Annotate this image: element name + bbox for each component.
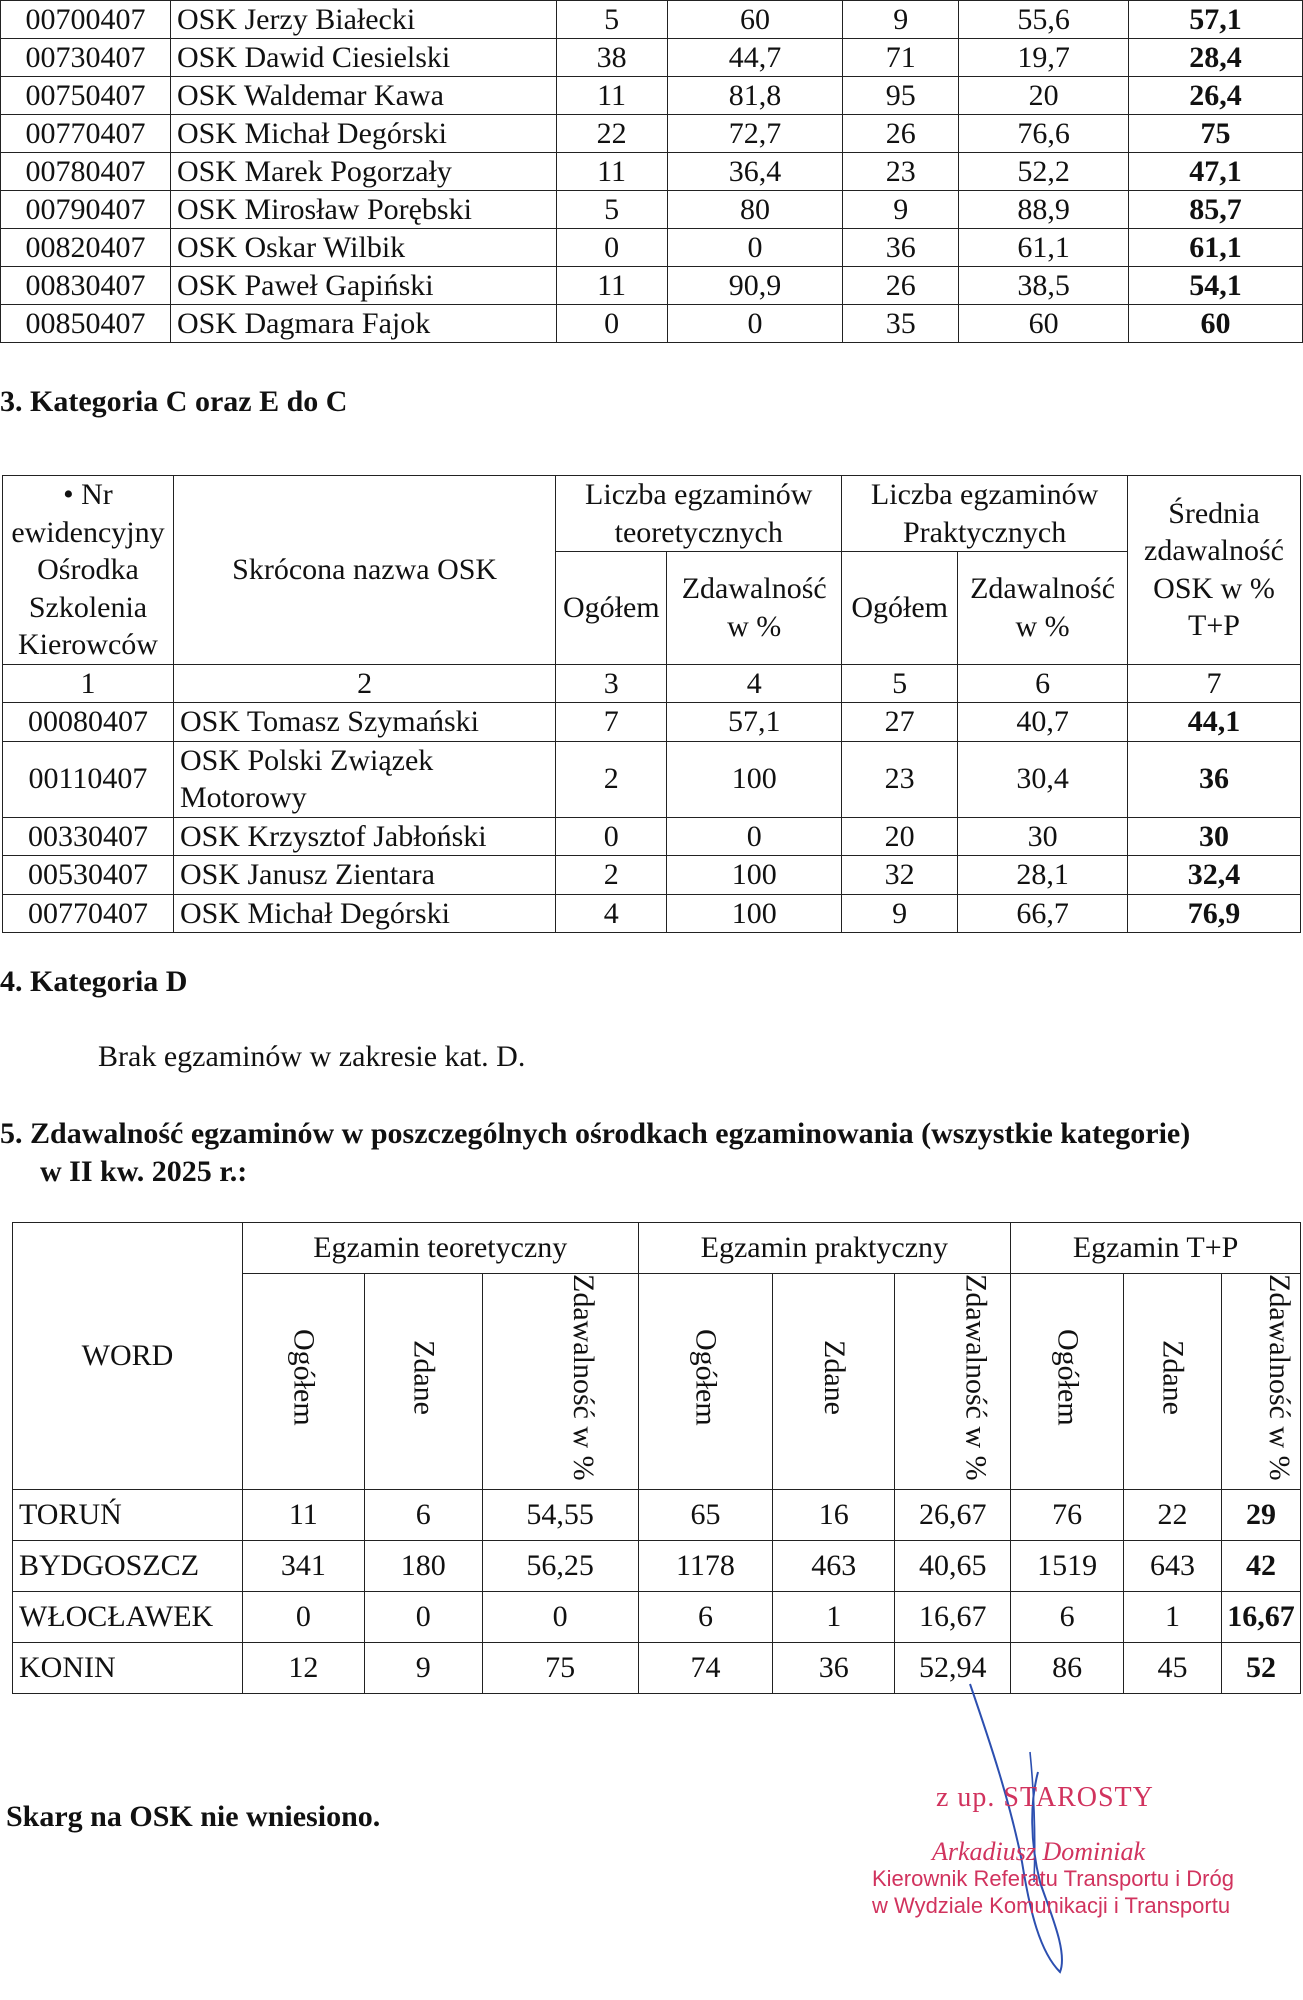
cell-average: 54,1: [1129, 267, 1303, 305]
cell-theory-total: 0: [556, 229, 667, 267]
cell-theory-total: 2: [556, 856, 667, 895]
cell-osk-number: 00780407: [1, 153, 171, 191]
cell-tp-passed: 45: [1124, 1642, 1222, 1693]
cell-theory-pass-rate: 75: [482, 1642, 638, 1693]
table-row: [1, 267, 1303, 305]
section-5-heading-line: 5. Zdawalność egzaminów w poszczególnych ośrodkach egzaminowania (wszystkie kategorie): [0, 1117, 1191, 1150]
header-passed: Zdane: [407, 1339, 441, 1415]
table-row: [3, 703, 1301, 742]
cell-osk-number: 00750407: [1, 77, 171, 115]
cell-practical-total: 27: [842, 703, 958, 742]
cell-tp-total: 76: [1011, 1489, 1124, 1540]
cell-practical-passed: 16: [773, 1489, 895, 1540]
cell-practical-total: 23: [843, 153, 959, 191]
cell-average: 44,1: [1128, 703, 1301, 742]
cell-theory-total: 0: [556, 305, 667, 343]
cell-practical-pass-rate: 20: [959, 77, 1129, 115]
cell-tp-pass-rate: 52: [1221, 1642, 1300, 1693]
cell-practical-pass-rate: 55,6: [959, 1, 1129, 39]
stamp-position: Kierownik Referatu Transportu i Dróg: [872, 1866, 1234, 1891]
table-row: [13, 1540, 1301, 1591]
cell-practical-pass-rate: 40,65: [895, 1540, 1011, 1591]
cell-theory-passed: 6: [364, 1489, 482, 1540]
cell-practical-total: 74: [638, 1642, 773, 1693]
cell-osk-name: OSK Polski Związek Motorowy: [173, 741, 555, 817]
cell-theory-pass-rate: 81,8: [667, 77, 843, 115]
cell-practical-total: 26: [843, 115, 959, 153]
cell-practical-total: 32: [842, 856, 958, 895]
cell-practical-passed: 1: [773, 1591, 895, 1642]
header-passed: Zdane: [1156, 1339, 1190, 1415]
section-5-heading: [0, 1115, 1190, 1190]
cell-average: 61,1: [1129, 229, 1303, 267]
cell-theory-pass-rate: 90,9: [667, 267, 843, 305]
section-3-heading: 3. Kategoria C oraz E do C: [0, 385, 348, 418]
cell-practical-pass-rate: 66,7: [958, 894, 1128, 933]
complaints-note: Skarg na OSK nie wniesiono.: [6, 1800, 381, 1833]
cell-osk-number: 00770407: [1, 115, 171, 153]
header-practical-total: Ogółem: [842, 552, 958, 665]
cell-word: BYDGOSZCZ: [13, 1540, 243, 1591]
cell-practical-total: 9: [843, 191, 959, 229]
table-row: [13, 1591, 1301, 1642]
cell-practical-pass-rate: 16,67: [895, 1591, 1011, 1642]
cell-theory-pass-rate: 54,55: [482, 1489, 638, 1540]
cell-average: 36: [1128, 741, 1301, 817]
cell-average: 76,9: [1128, 894, 1301, 933]
cell-tp-pass-rate: 16,67: [1221, 1591, 1300, 1642]
cell-osk-number: 00530407: [3, 856, 174, 895]
table-row: [1, 229, 1303, 267]
cell-practical-pass-rate: 52,94: [895, 1642, 1011, 1693]
cell-theory-total: 0: [242, 1591, 364, 1642]
cell-osk-name: OSK Mirosław Porębski: [170, 191, 556, 229]
cell-tp-pass-rate: 29: [1221, 1489, 1300, 1540]
cell-average: 75: [1129, 115, 1303, 153]
cell-osk-number: 00830407: [1, 267, 171, 305]
header-tp-exam: Egzamin T+P: [1011, 1223, 1301, 1274]
cell-theory-pass-rate: 60: [667, 1, 843, 39]
cell-tp-total: 6: [1011, 1591, 1124, 1642]
column-number: 2: [173, 664, 555, 703]
cell-theory-total: 0: [556, 817, 667, 856]
cell-theory-pass-rate: 100: [667, 741, 842, 817]
cell-osk-name: OSK Krzysztof Jabłoński: [173, 817, 555, 856]
header-pass-rate: Zdawalność w %: [959, 1274, 993, 1481]
cell-theory-total: 5: [556, 1, 667, 39]
cell-theory-pass-rate: 0: [482, 1591, 638, 1642]
cell-osk-name: OSK Oskar Wilbik: [170, 229, 556, 267]
cell-osk-name: OSK Michał Degórski: [170, 115, 556, 153]
cell-theory-total: 22: [556, 115, 667, 153]
cell-practical-total: 23: [842, 741, 958, 817]
table-row: [1, 77, 1303, 115]
cell-theory-pass-rate: 36,4: [667, 153, 843, 191]
cell-theory-passed: 180: [364, 1540, 482, 1591]
header-total: Ogółem: [689, 1328, 723, 1426]
section-4-heading: 4. Kategoria D: [0, 965, 188, 998]
cell-practical-pass-rate: 30,4: [958, 741, 1128, 817]
header-theory-pass-rate: Zdawalność w %: [667, 552, 842, 665]
cell-theory-total: 341: [242, 1540, 364, 1591]
header-theory-group: Liczba egzaminów teoretycznych: [556, 476, 842, 552]
cell-practical-pass-rate: 30: [958, 817, 1128, 856]
cell-tp-passed: 22: [1124, 1489, 1222, 1540]
cell-osk-number: 00770407: [3, 894, 174, 933]
cell-practical-total: 71: [843, 39, 959, 77]
cell-average: 32,4: [1128, 856, 1301, 895]
header-osk-name: Skrócona nazwa OSK: [173, 476, 555, 665]
cell-average: 28,4: [1129, 39, 1303, 77]
cell-tp-pass-rate: 42: [1221, 1540, 1300, 1591]
column-number: 4: [667, 664, 842, 703]
header-total: Ogółem: [287, 1328, 321, 1426]
table-row: [1, 191, 1303, 229]
cell-theory-total: 11: [556, 267, 667, 305]
cell-average: 47,1: [1129, 153, 1303, 191]
header-pass-rate: Zdawalność w %: [567, 1274, 601, 1481]
table-row: [1, 115, 1303, 153]
stamp-department: w Wydziale Komunikacji i Transportu: [872, 1893, 1231, 1918]
table-row: [1, 39, 1303, 77]
cell-practical-pass-rate: 76,6: [959, 115, 1129, 153]
cell-theory-pass-rate: 44,7: [667, 39, 843, 77]
cell-practical-pass-rate: 38,5: [959, 267, 1129, 305]
cell-osk-name: OSK Janusz Zientara: [173, 856, 555, 895]
cell-word: WŁOCŁAWEK: [13, 1591, 243, 1642]
cell-theory-pass-rate: 57,1: [667, 703, 842, 742]
cell-word: TORUŃ: [13, 1489, 243, 1540]
header-practical-group: Liczba egzaminów Praktycznych: [842, 476, 1128, 552]
stamp-signatory: Arkadiusz Dominiak: [932, 1837, 1146, 1866]
cell-average: 26,4: [1129, 77, 1303, 115]
cell-practical-total: 95: [843, 77, 959, 115]
header-theory-total: Ogółem: [556, 552, 667, 665]
cell-average: 30: [1128, 817, 1301, 856]
cell-theory-total: 2: [556, 741, 667, 817]
table-row: [3, 856, 1301, 895]
cell-theory-total: 38: [556, 39, 667, 77]
cell-osk-name: OSK Marek Pogorzały: [170, 153, 556, 191]
cell-practical-pass-rate: 28,1: [958, 856, 1128, 895]
cell-practical-pass-rate: 88,9: [959, 191, 1129, 229]
cell-theory-passed: 0: [364, 1591, 482, 1642]
cell-practical-pass-rate: 19,7: [959, 39, 1129, 77]
cell-osk-name: OSK Jerzy Białecki: [170, 1, 556, 39]
cell-theory-total: 11: [556, 153, 667, 191]
header-practical-pass-rate: Zdawalność w %: [958, 552, 1128, 665]
cell-word: KONIN: [13, 1642, 243, 1693]
cell-osk-name: OSK Dawid Ciesielski: [170, 39, 556, 77]
header-osk-number: • Nr ewidencyjny Ośrodka Szkolenia Kierowców: [3, 476, 174, 665]
cell-average: 85,7: [1129, 191, 1303, 229]
table-row: [3, 741, 1301, 817]
cell-osk-number: 00790407: [1, 191, 171, 229]
cell-tp-passed: 643: [1124, 1540, 1222, 1591]
header-theory-exam: Egzamin teoretyczny: [242, 1223, 638, 1274]
cell-theory-total: 12: [242, 1642, 364, 1693]
header-total: Ogółem: [1051, 1328, 1085, 1426]
cell-theory-pass-rate: 0: [667, 305, 843, 343]
cell-practical-total: 36: [843, 229, 959, 267]
cell-practical-pass-rate: 61,1: [959, 229, 1129, 267]
section-4-text: Brak egzaminów w zakresie kat. D.: [98, 1040, 526, 1073]
table-row: [1, 153, 1303, 191]
column-number: 1: [3, 664, 174, 703]
table-row: [3, 894, 1301, 933]
cell-osk-number: 00700407: [1, 1, 171, 39]
cell-osk-name: OSK Tomasz Szymański: [173, 703, 555, 742]
cell-theory-pass-rate: 80: [667, 191, 843, 229]
cell-practical-total: 9: [842, 894, 958, 933]
cell-osk-name: OSK Dagmara Fajok: [170, 305, 556, 343]
table-category-c: [2, 475, 1301, 933]
table-word-pass-rates: [12, 1222, 1301, 1694]
column-number: 6: [958, 664, 1128, 703]
cell-practical-pass-rate: 52,2: [959, 153, 1129, 191]
header-pass-rate: Zdawalność w %: [1262, 1274, 1296, 1481]
cell-theory-pass-rate: 0: [667, 817, 842, 856]
section-5-heading-line: w II kw. 2025 r.:: [40, 1154, 248, 1188]
cell-theory-pass-rate: 100: [667, 856, 842, 895]
cell-theory-total: 11: [556, 77, 667, 115]
cell-tp-total: 86: [1011, 1642, 1124, 1693]
header-practical-exam: Egzamin praktyczny: [638, 1223, 1011, 1274]
column-number: 3: [556, 664, 667, 703]
table-row: [1, 1, 1303, 39]
cell-practical-total: 26: [843, 267, 959, 305]
cell-osk-number: 00330407: [3, 817, 174, 856]
cell-osk-name: OSK Michał Degórski: [173, 894, 555, 933]
cell-osk-name: OSK Paweł Gapiński: [170, 267, 556, 305]
cell-theory-total: 5: [556, 191, 667, 229]
cell-practical-passed: 36: [773, 1642, 895, 1693]
cell-theory-total: 7: [556, 703, 667, 742]
header-passed: Zdane: [818, 1339, 852, 1415]
table-row: [3, 817, 1301, 856]
cell-practical-total: 20: [842, 817, 958, 856]
table-row: [13, 1489, 1301, 1540]
cell-theory-pass-rate: 100: [667, 894, 842, 933]
cell-osk-number: 00850407: [1, 305, 171, 343]
cell-practical-pass-rate: 26,67: [895, 1489, 1011, 1540]
column-number: 7: [1128, 664, 1301, 703]
header-word: WORD: [13, 1223, 243, 1490]
cell-tp-total: 1519: [1011, 1540, 1124, 1591]
cell-osk-number: 00730407: [1, 39, 171, 77]
cell-tp-passed: 1: [1124, 1591, 1222, 1642]
cell-practical-pass-rate: 60: [959, 305, 1129, 343]
cell-practical-pass-rate: 40,7: [958, 703, 1128, 742]
cell-theory-pass-rate: 72,7: [667, 115, 843, 153]
cell-average: 57,1: [1129, 1, 1303, 39]
cell-practical-total: 35: [843, 305, 959, 343]
header-average: Średnia zdawalność OSK w % T+P: [1128, 476, 1301, 665]
cell-osk-name: OSK Waldemar Kawa: [170, 77, 556, 115]
cell-theory-pass-rate: 0: [667, 229, 843, 267]
table-row: [1, 305, 1303, 343]
cell-theory-total: 11: [242, 1489, 364, 1540]
column-number: 5: [842, 664, 958, 703]
cell-practical-total: 9: [843, 1, 959, 39]
cell-theory-passed: 9: [364, 1642, 482, 1693]
signature-mark: [960, 1682, 1120, 1982]
cell-theory-pass-rate: 56,25: [482, 1540, 638, 1591]
cell-osk-number: 00110407: [3, 741, 174, 817]
cell-practical-total: 1178: [638, 1540, 773, 1591]
cell-osk-number: 00080407: [3, 703, 174, 742]
cell-theory-total: 4: [556, 894, 667, 933]
cell-average: 60: [1129, 305, 1303, 343]
table-category-b-continued: [0, 0, 1303, 343]
cell-osk-number: 00820407: [1, 229, 171, 267]
cell-practical-total: 65: [638, 1489, 773, 1540]
cell-practical-total: 6: [638, 1591, 773, 1642]
cell-practical-passed: 463: [773, 1540, 895, 1591]
stamp-authority: z up. STAROSTY: [936, 1782, 1154, 1813]
